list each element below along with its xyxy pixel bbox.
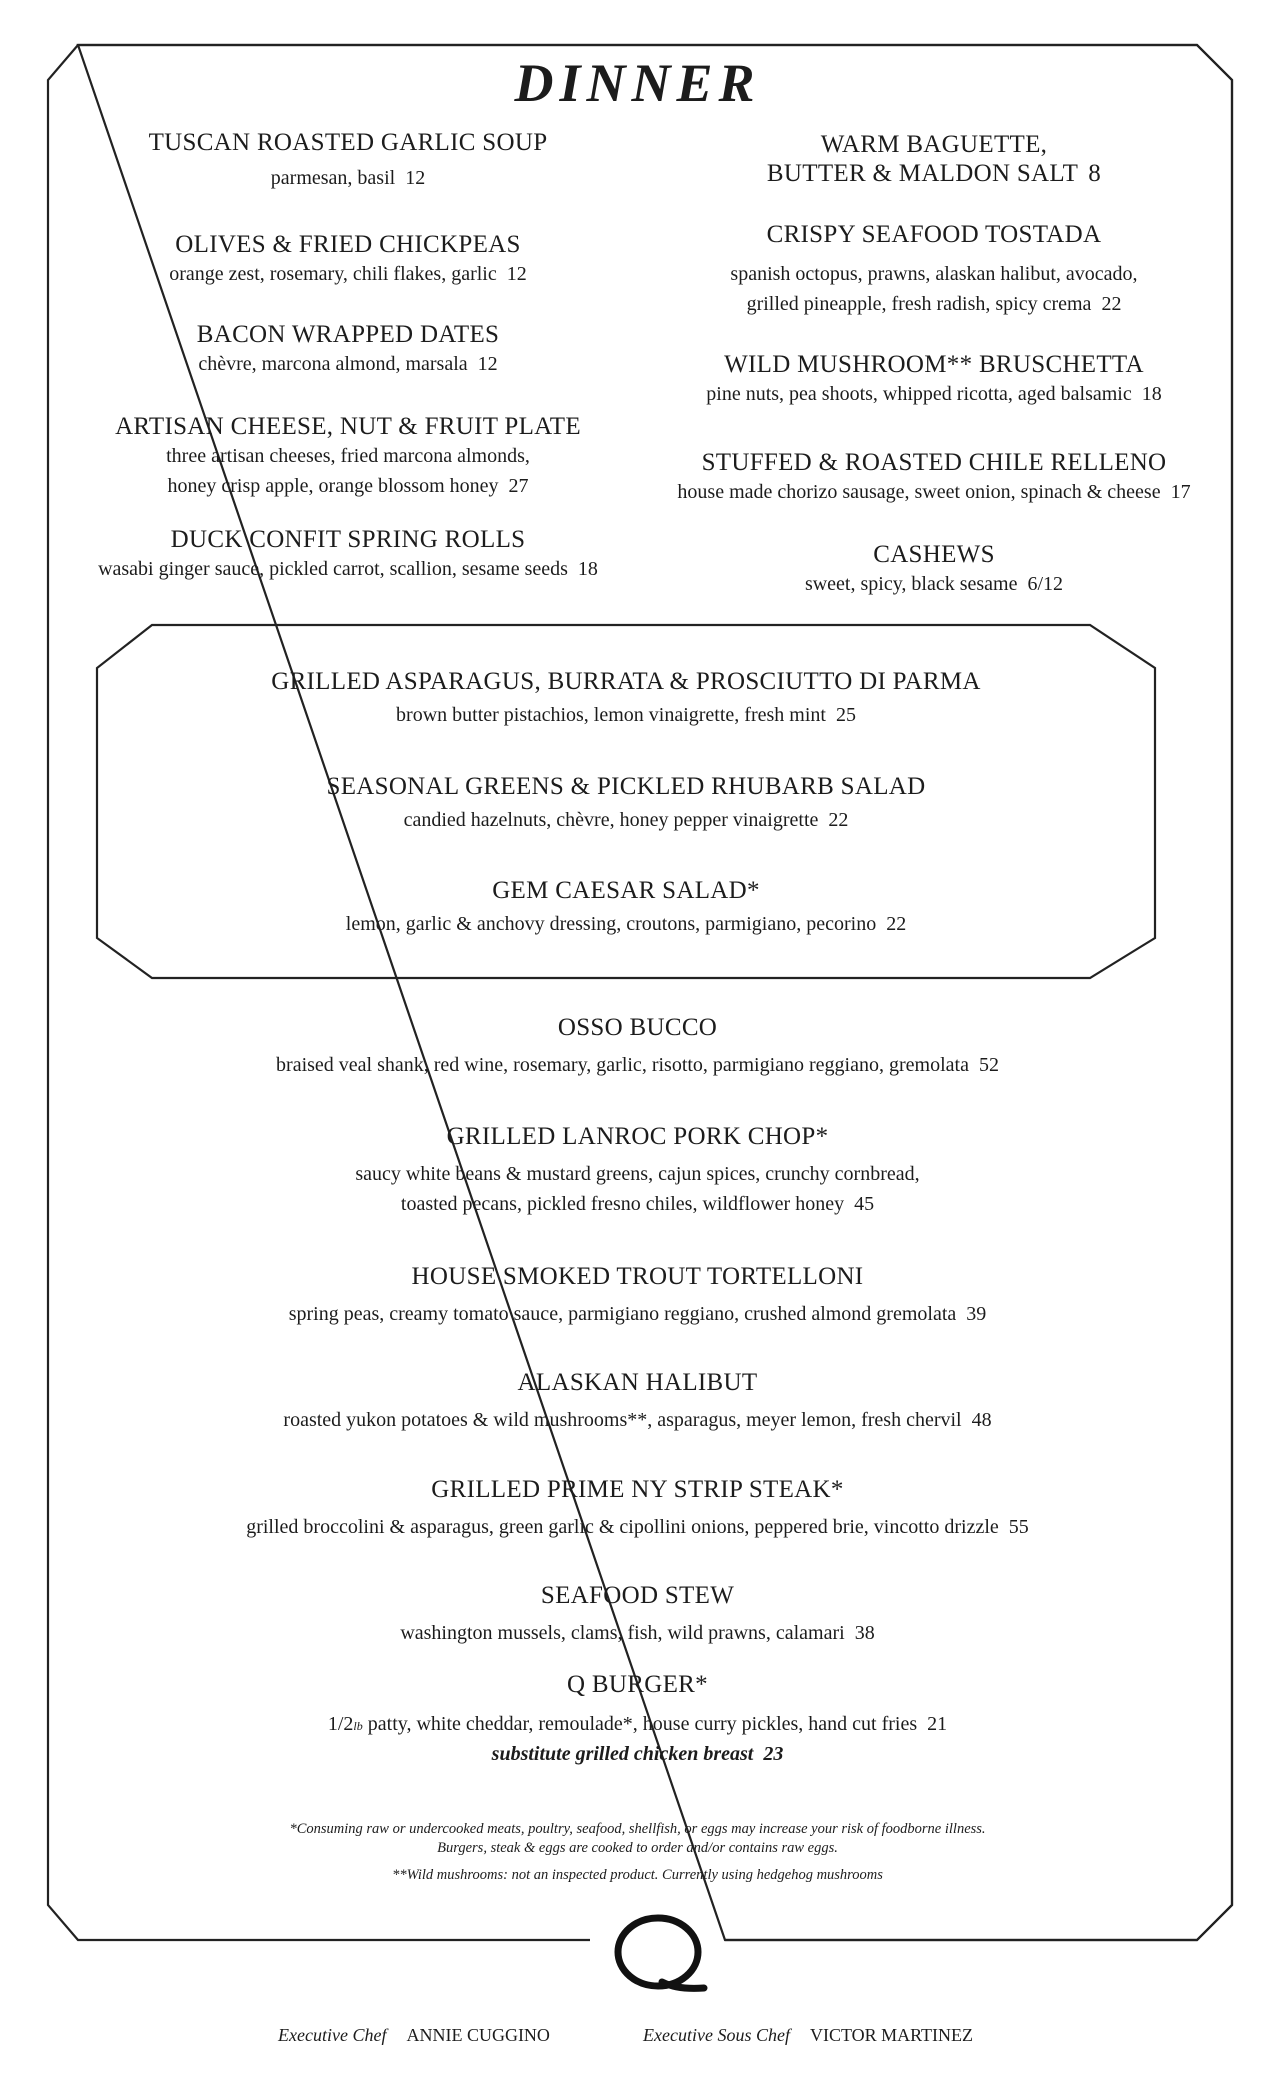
sous-chef-credit [643, 2025, 973, 2046]
item-price: 22 [886, 913, 907, 935]
menu-item [48, 412, 648, 501]
item-desc: wasabi ginger sauce, pickled carrot, scallion, sesame seeds 18 [98, 558, 598, 580]
burger-substitute [0, 1743, 1275, 1766]
item-name: CASHEWS [873, 541, 995, 568]
item-name: TUSCAN ROASTED GARLIC SOUP [148, 129, 548, 156]
item-price: 52 [978, 1054, 999, 1076]
item-desc: orange zest, rosemary, chili flakes, garlic 12 [169, 263, 527, 285]
chef-role: Executive Chef [278, 2025, 387, 2045]
item-name: WILD MUSHROOM** BRUSCHETTA [724, 351, 1144, 378]
item-desc [0, 1709, 1275, 1741]
item-desc: house made chorizo sausage, sweet onion, spinach & cheese 17 [677, 481, 1191, 503]
item-desc: spring peas, creamy tomato sauce, parmigiano reggiano, crushed almond gremolata 39 [288, 1303, 987, 1325]
item-price: 38 [854, 1622, 875, 1644]
item-desc: roasted yukon potatoes & wild mushrooms**, asparagus, meyer lemon, fresh chervil 48 [283, 1409, 992, 1431]
chef-credit [278, 2025, 550, 2046]
menu-item [48, 320, 648, 379]
item-desc: candied hazelnuts, chèvre, honey pepper vinaigrette 22 [403, 809, 849, 831]
menu-item [97, 772, 1155, 835]
item-name: ARTISAN CHEESE, NUT & FRUIT PLATE [115, 413, 581, 440]
item-price: 18 [1141, 383, 1162, 405]
item-price: 22 [828, 809, 849, 831]
item-desc: toasted pecans, pickled fresno chiles, wildflower honey 45 [400, 1193, 875, 1215]
item-desc: washington mussels, clams, fish, wild prawns, calamari 38 [400, 1622, 875, 1644]
menu-item [648, 350, 1220, 409]
item-price: 12 [405, 167, 426, 189]
substitute-price: 23 [763, 1743, 784, 1765]
item-desc: spanish octopus, prawns, alaskan halibut, avocado, [730, 263, 1138, 285]
menu-item [0, 1122, 1275, 1219]
item-price: 25 [835, 704, 856, 726]
note-mushrooms: **Wild mushrooms: not an inspected product. Currently using hedgehog mushrooms [392, 1867, 883, 1883]
item-desc: parmesan, basil 12 [270, 167, 426, 189]
menu-item [648, 220, 1220, 319]
item-desc: brown butter pistachios, lemon vinaigrette, fresh mint 25 [396, 704, 856, 726]
item-name: CRISPY SEAFOOD TOSTADA [766, 221, 1102, 248]
item-price: 12 [506, 263, 527, 285]
item-price: 12 [477, 353, 498, 375]
item-name: GRILLED PRIME NY STRIP STEAK* [431, 1476, 844, 1503]
burger-portion: 1/2 [327, 1713, 354, 1735]
item-desc: three artisan cheeses, fried marcona almonds, [166, 445, 530, 467]
menu-item [0, 1013, 1275, 1080]
burger-desc: patty, white cheddar, remoulade*, house curry pickles, hand cut fries [367, 1713, 918, 1735]
item-price: 45 [854, 1193, 875, 1215]
item-name: GEM CAESAR SALAD* [492, 877, 760, 904]
item-price: 27 [508, 475, 529, 497]
sous-chef-role: Executive Sous Chef [643, 2025, 790, 2045]
menu-item [0, 1581, 1275, 1648]
item-price: 48 [971, 1409, 992, 1431]
item-desc: grilled broccolini & asparagus, green garlic & cipollini onions, peppered brie, vincotto drizzle 55 [246, 1516, 1029, 1538]
item-desc: grilled pineapple, fresh radish, spicy crema 22 [746, 293, 1122, 315]
q-logo [618, 1918, 704, 1988]
item-price: 18 [577, 558, 598, 580]
substitute-text: substitute grilled chicken breast [491, 1743, 754, 1765]
item-name: BUTTER & MALDON SALT 8 [766, 160, 1102, 187]
menu-item [648, 540, 1220, 599]
item-price: 8 [1088, 160, 1102, 187]
menu-item [0, 1475, 1275, 1542]
menu-item [48, 525, 648, 584]
allergy-notes [0, 1820, 1275, 1885]
item-name: STUFFED & ROASTED CHILE RELLENO [701, 449, 1167, 476]
item-name: ALASKAN HALIBUT [517, 1369, 758, 1396]
item-price: 17 [1170, 481, 1191, 503]
item-price: 55 [1008, 1516, 1029, 1538]
item-name: HOUSE SMOKED TROUT TORTELLONI [411, 1263, 864, 1290]
menu-item [48, 230, 648, 289]
note-cooked: Burgers, steak & eggs are cooked to order and/or contains raw eggs. [437, 1840, 838, 1856]
item-desc: pine nuts, pea shoots, whipped ricotta, aged balsamic 18 [706, 383, 1162, 405]
item-name: OSSO BUCCO [557, 1014, 718, 1041]
menu-item [97, 876, 1155, 939]
item-name: GRILLED ASPARAGUS, BURRATA & PROSCIUTTO DI PARMA [271, 668, 981, 695]
item-price: 6/12 [1027, 573, 1064, 595]
item-desc: sweet, spicy, black sesame 6/12 [804, 573, 1064, 595]
menu-item [648, 448, 1220, 507]
item-price: 22 [1101, 293, 1122, 315]
menu-item [97, 667, 1155, 730]
item-desc: lemon, garlic & anchovy dressing, croutons, parmigiano, pecorino 22 [345, 913, 907, 935]
chef-name: ANNIE CUGGINO [406, 2025, 550, 2045]
item-desc: chèvre, marcona almond, marsala 12 [198, 353, 498, 375]
item-name: SEASONAL GREENS & PICKLED RHUBARB SALAD [326, 773, 926, 800]
item-price: 39 [966, 1303, 987, 1325]
item-name: OLIVES & FRIED CHICKPEAS [175, 231, 521, 258]
page-title: DINNER [514, 53, 761, 113]
item-desc: honey crisp apple, orange blossom honey 27 [167, 475, 529, 497]
item-name: WARM BAGUETTE, [820, 131, 1048, 158]
item-desc: braised veal shank, red wine, rosemary, garlic, risotto, parmigiano reggiano, gremolata 52 [276, 1054, 999, 1076]
sous-chef-name: VICTOR MARTINEZ [809, 2025, 974, 2045]
item-desc: saucy white beans & mustard greens, cajun spices, crunchy cornbread, [355, 1163, 920, 1185]
item-price: 21 [927, 1713, 948, 1735]
item-name: DUCK CONFIT SPRING ROLLS [170, 526, 526, 553]
note-raw: *Consuming raw or undercooked meats, poultry, seafood, shellfish, or eggs may increase your risk of foodborne illness. [289, 1821, 986, 1837]
item-name: SEAFOOD STEW [540, 1582, 735, 1609]
menu-item [48, 128, 648, 193]
menu-item [0, 1262, 1275, 1329]
menu-item-burger [0, 1670, 1275, 1766]
item-name: BACON WRAPPED DATES [196, 321, 500, 348]
menu-item [0, 1368, 1275, 1435]
menu-item [648, 130, 1220, 188]
burger-unit: lb [353, 1719, 363, 1733]
item-name: GRILLED LANROC PORK CHOP* [446, 1123, 829, 1150]
item-name: Q BURGER* [567, 1671, 708, 1698]
